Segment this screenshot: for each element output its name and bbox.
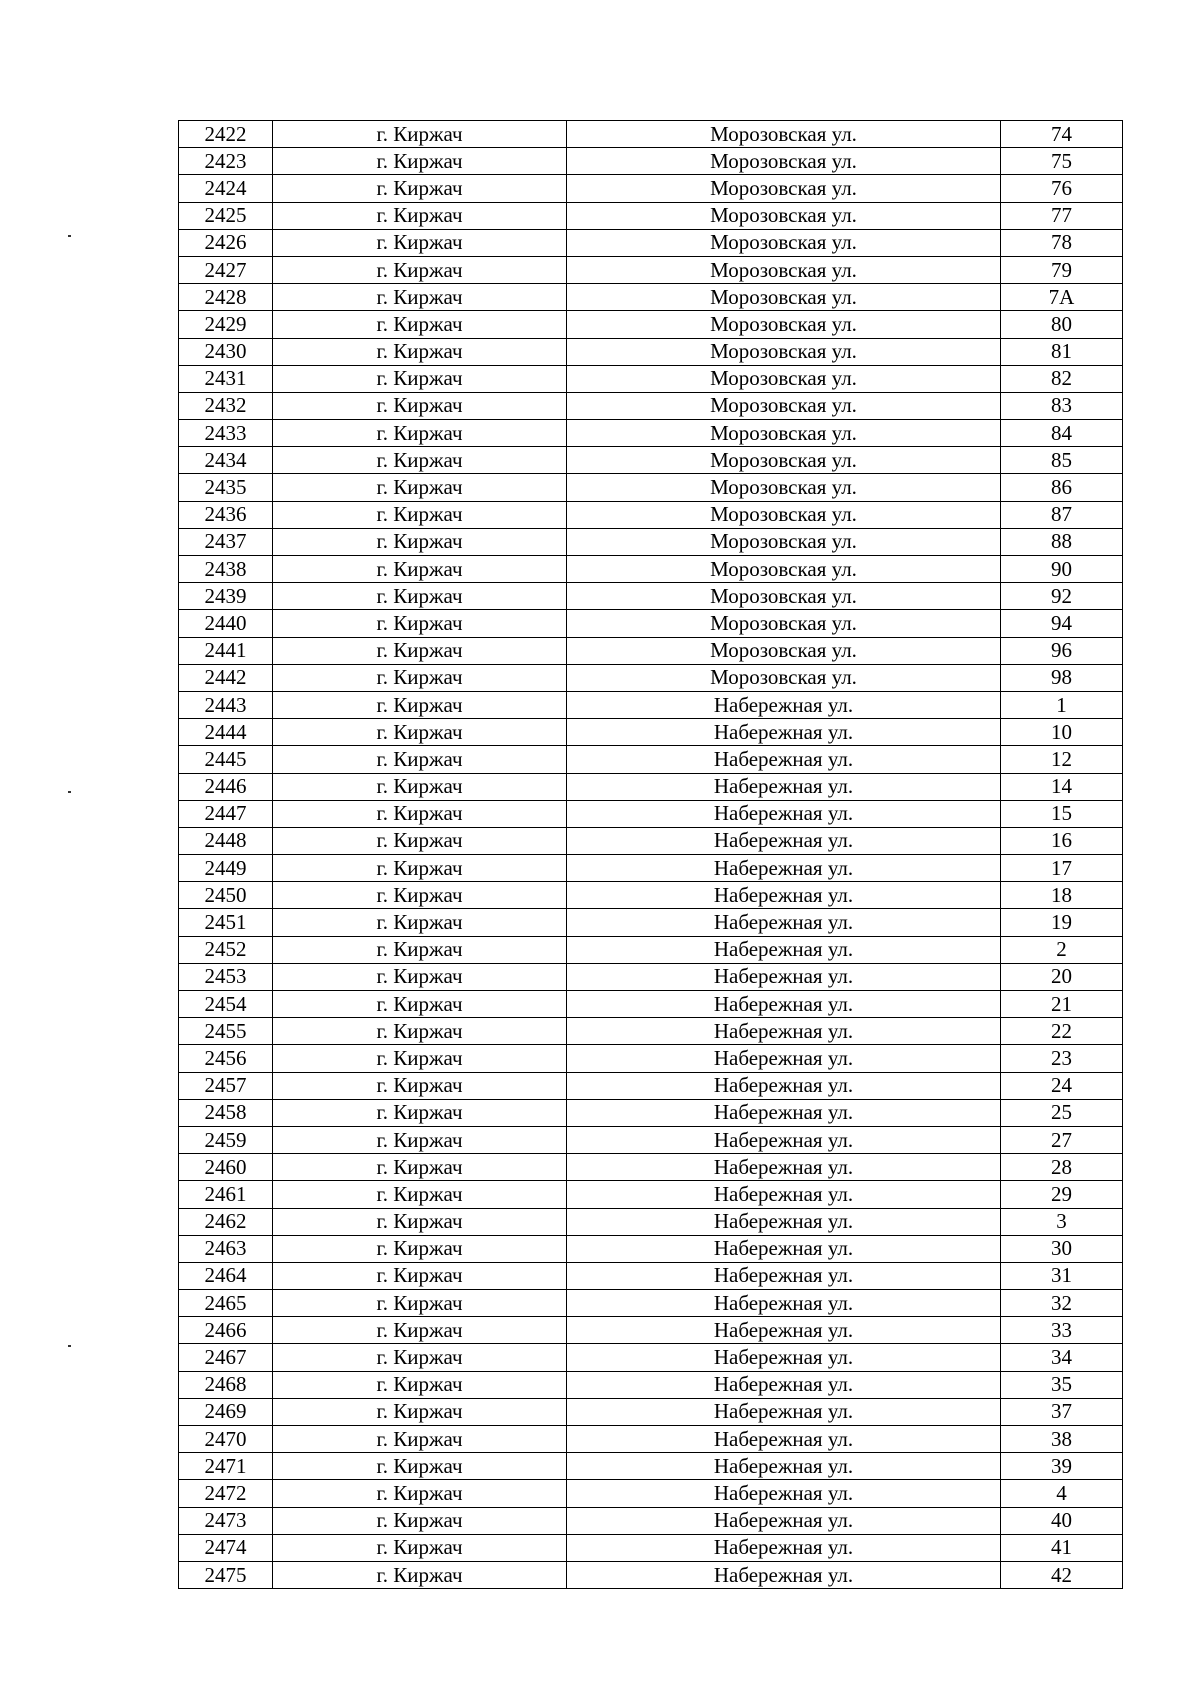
house-number-cell: 76 (1001, 175, 1123, 202)
street-cell: Набережная ул. (567, 1480, 1001, 1507)
row-number-cell: 2437 (179, 528, 273, 555)
street-cell: Набережная ул. (567, 1045, 1001, 1072)
table-row (179, 229, 1123, 256)
row-number-cell: 2447 (179, 800, 273, 827)
city-cell: г. Киржач (273, 855, 567, 882)
street-cell: Набережная ул. (567, 1426, 1001, 1453)
city-cell: г. Киржач (273, 963, 567, 990)
house-number-cell: 37 (1001, 1398, 1123, 1425)
table-body (179, 121, 1123, 1589)
city-cell: г. Киржач (273, 746, 567, 773)
city-cell: г. Киржач (273, 1344, 567, 1371)
street-cell: Набережная ул. (567, 1235, 1001, 1262)
row-number-cell: 2434 (179, 447, 273, 474)
row-number-cell: 2458 (179, 1099, 273, 1126)
house-number-cell: 20 (1001, 963, 1123, 990)
table-row (179, 827, 1123, 854)
city-cell: г. Киржач (273, 991, 567, 1018)
street-cell: Морозовская ул. (567, 610, 1001, 637)
row-number-cell: 2457 (179, 1072, 273, 1099)
house-number-cell: 38 (1001, 1426, 1123, 1453)
street-cell: Морозовская ул. (567, 583, 1001, 610)
table-row (179, 1018, 1123, 1045)
table-row (179, 1480, 1123, 1507)
house-number-cell: 25 (1001, 1099, 1123, 1126)
table-row (179, 1235, 1123, 1262)
row-number-cell: 2443 (179, 691, 273, 718)
row-number-cell: 2438 (179, 556, 273, 583)
row-number-cell: 2467 (179, 1344, 273, 1371)
house-number-cell: 80 (1001, 311, 1123, 338)
house-number-cell: 22 (1001, 1018, 1123, 1045)
row-number-cell: 2423 (179, 148, 273, 175)
house-number-cell: 35 (1001, 1371, 1123, 1398)
city-cell: г. Киржач (273, 311, 567, 338)
street-cell: Набережная ул. (567, 827, 1001, 854)
house-number-cell: 27 (1001, 1126, 1123, 1153)
street-cell: Морозовская ул. (567, 175, 1001, 202)
row-number-cell: 2451 (179, 909, 273, 936)
table-row (179, 1317, 1123, 1344)
table-row (179, 175, 1123, 202)
table-row (179, 1072, 1123, 1099)
street-cell: Морозовская ул. (567, 311, 1001, 338)
row-number-cell: 2474 (179, 1534, 273, 1561)
table-row (179, 1507, 1123, 1534)
city-cell: г. Киржач (273, 1426, 567, 1453)
table-row (179, 1099, 1123, 1126)
table-row (179, 474, 1123, 501)
row-number-cell: 2428 (179, 284, 273, 311)
city-cell: г. Киржач (273, 800, 567, 827)
house-number-cell: 21 (1001, 991, 1123, 1018)
house-number-cell: 23 (1001, 1045, 1123, 1072)
city-cell: г. Киржач (273, 610, 567, 637)
street-cell: Морозовская ул. (567, 338, 1001, 365)
city-cell: г. Киржач (273, 528, 567, 555)
row-number-cell: 2472 (179, 1480, 273, 1507)
table-row (179, 610, 1123, 637)
street-cell: Набережная ул. (567, 1398, 1001, 1425)
house-number-cell: 40 (1001, 1507, 1123, 1534)
table-row (179, 664, 1123, 691)
street-cell: Набережная ул. (567, 963, 1001, 990)
city-cell: г. Киржач (273, 365, 567, 392)
row-number-cell: 2433 (179, 420, 273, 447)
street-cell: Морозовская ул. (567, 148, 1001, 175)
house-number-cell: 15 (1001, 800, 1123, 827)
street-cell: Морозовская ул. (567, 447, 1001, 474)
margin-speck (68, 235, 71, 237)
row-number-cell: 2471 (179, 1453, 273, 1480)
house-number-cell: 28 (1001, 1154, 1123, 1181)
street-cell: Морозовская ул. (567, 256, 1001, 283)
street-cell: Набережная ул. (567, 1344, 1001, 1371)
city-cell: г. Киржач (273, 637, 567, 664)
city-cell: г. Киржач (273, 1317, 567, 1344)
city-cell: г. Киржач (273, 773, 567, 800)
city-cell: г. Киржач (273, 1561, 567, 1588)
house-number-cell: 16 (1001, 827, 1123, 854)
row-number-cell: 2431 (179, 365, 273, 392)
street-cell: Набережная ул. (567, 719, 1001, 746)
house-number-cell: 10 (1001, 719, 1123, 746)
row-number-cell: 2468 (179, 1371, 273, 1398)
house-number-cell: 84 (1001, 420, 1123, 447)
table-row (179, 1561, 1123, 1588)
row-number-cell: 2469 (179, 1398, 273, 1425)
table-row (179, 1262, 1123, 1289)
street-cell: Набережная ул. (567, 1154, 1001, 1181)
row-number-cell: 2453 (179, 963, 273, 990)
street-cell: Набережная ул. (567, 1561, 1001, 1588)
city-cell: г. Киржач (273, 1208, 567, 1235)
city-cell: г. Киржач (273, 420, 567, 447)
row-number-cell: 2460 (179, 1154, 273, 1181)
street-cell: Морозовская ул. (567, 365, 1001, 392)
house-number-cell: 78 (1001, 229, 1123, 256)
table-row (179, 528, 1123, 555)
city-cell: г. Киржач (273, 1290, 567, 1317)
city-cell: г. Киржач (273, 909, 567, 936)
city-cell: г. Киржач (273, 229, 567, 256)
row-number-cell: 2450 (179, 882, 273, 909)
house-number-cell: 41 (1001, 1534, 1123, 1561)
house-number-cell: 85 (1001, 447, 1123, 474)
house-number-cell: 74 (1001, 121, 1123, 148)
street-cell: Набережная ул. (567, 691, 1001, 718)
city-cell: г. Киржач (273, 1453, 567, 1480)
row-number-cell: 2456 (179, 1045, 273, 1072)
house-number-cell: 24 (1001, 1072, 1123, 1099)
house-number-cell: 12 (1001, 746, 1123, 773)
city-cell: г. Киржач (273, 1045, 567, 1072)
street-cell: Набережная ул. (567, 1099, 1001, 1126)
house-number-cell: 90 (1001, 556, 1123, 583)
city-cell: г. Киржач (273, 827, 567, 854)
street-cell: Набережная ул. (567, 882, 1001, 909)
row-number-cell: 2473 (179, 1507, 273, 1534)
table-row (179, 882, 1123, 909)
table-row (179, 447, 1123, 474)
row-number-cell: 2464 (179, 1262, 273, 1289)
row-number-cell: 2442 (179, 664, 273, 691)
house-number-cell: 30 (1001, 1235, 1123, 1262)
street-cell: Набережная ул. (567, 909, 1001, 936)
row-number-cell: 2424 (179, 175, 273, 202)
row-number-cell: 2462 (179, 1208, 273, 1235)
street-cell: Морозовская ул. (567, 420, 1001, 447)
house-number-cell: 81 (1001, 338, 1123, 365)
table-row (179, 800, 1123, 827)
address-table (178, 120, 1123, 1589)
table-row (179, 256, 1123, 283)
street-cell: Набережная ул. (567, 1453, 1001, 1480)
street-cell: Набережная ул. (567, 1507, 1001, 1534)
table-row (179, 148, 1123, 175)
house-number-cell: 2 (1001, 936, 1123, 963)
city-cell: г. Киржач (273, 202, 567, 229)
table-row (179, 1290, 1123, 1317)
row-number-cell: 2429 (179, 311, 273, 338)
table-row (179, 1534, 1123, 1561)
street-cell: Набережная ул. (567, 1534, 1001, 1561)
house-number-cell: 96 (1001, 637, 1123, 664)
city-cell: г. Киржач (273, 338, 567, 365)
city-cell: г. Киржач (273, 691, 567, 718)
street-cell: Морозовская ул. (567, 637, 1001, 664)
table-row (179, 1126, 1123, 1153)
house-number-cell: 19 (1001, 909, 1123, 936)
house-number-cell: 17 (1001, 855, 1123, 882)
table-row (179, 991, 1123, 1018)
street-cell: Морозовская ул. (567, 556, 1001, 583)
city-cell: г. Киржач (273, 1534, 567, 1561)
table-row (179, 936, 1123, 963)
table-row (179, 1398, 1123, 1425)
street-cell: Набережная ул. (567, 800, 1001, 827)
row-number-cell: 2454 (179, 991, 273, 1018)
street-cell: Набережная ул. (567, 1072, 1001, 1099)
street-cell: Морозовская ул. (567, 474, 1001, 501)
house-number-cell: 79 (1001, 256, 1123, 283)
row-number-cell: 2425 (179, 202, 273, 229)
city-cell: г. Киржач (273, 664, 567, 691)
city-cell: г. Киржач (273, 1018, 567, 1045)
table-row (179, 365, 1123, 392)
table-row (179, 392, 1123, 419)
street-cell: Набережная ул. (567, 1208, 1001, 1235)
table-row (179, 1426, 1123, 1453)
row-number-cell: 2435 (179, 474, 273, 501)
table-row (179, 1045, 1123, 1072)
street-cell: Набережная ул. (567, 991, 1001, 1018)
row-number-cell: 2422 (179, 121, 273, 148)
house-number-cell: 82 (1001, 365, 1123, 392)
table-row (179, 1371, 1123, 1398)
city-cell: г. Киржач (273, 1181, 567, 1208)
table-row (179, 909, 1123, 936)
table-row (179, 963, 1123, 990)
city-cell: г. Киржач (273, 936, 567, 963)
street-cell: Морозовская ул. (567, 284, 1001, 311)
city-cell: г. Киржач (273, 121, 567, 148)
row-number-cell: 2463 (179, 1235, 273, 1262)
house-number-cell: 92 (1001, 583, 1123, 610)
city-cell: г. Киржач (273, 175, 567, 202)
house-number-cell: 31 (1001, 1262, 1123, 1289)
house-number-cell: 86 (1001, 474, 1123, 501)
table-row (179, 121, 1123, 148)
table-row (179, 637, 1123, 664)
table-row (179, 556, 1123, 583)
street-cell: Набережная ул. (567, 1371, 1001, 1398)
table-row (179, 1344, 1123, 1371)
house-number-cell: 29 (1001, 1181, 1123, 1208)
row-number-cell: 2444 (179, 719, 273, 746)
row-number-cell: 2465 (179, 1290, 273, 1317)
street-cell: Набережная ул. (567, 1317, 1001, 1344)
table-row (179, 501, 1123, 528)
house-number-cell: 14 (1001, 773, 1123, 800)
street-cell: Набережная ул. (567, 1181, 1001, 1208)
table-row (179, 1181, 1123, 1208)
row-number-cell: 2449 (179, 855, 273, 882)
city-cell: г. Киржач (273, 1235, 567, 1262)
street-cell: Набережная ул. (567, 855, 1001, 882)
table-row (179, 583, 1123, 610)
table-row (179, 1208, 1123, 1235)
house-number-cell: 34 (1001, 1344, 1123, 1371)
city-cell: г. Киржач (273, 501, 567, 528)
row-number-cell: 2446 (179, 773, 273, 800)
row-number-cell: 2426 (179, 229, 273, 256)
house-number-cell: 88 (1001, 528, 1123, 555)
table-row (179, 691, 1123, 718)
house-number-cell: 87 (1001, 501, 1123, 528)
street-cell: Морозовская ул. (567, 528, 1001, 555)
street-cell: Морозовская ул. (567, 664, 1001, 691)
city-cell: г. Киржач (273, 148, 567, 175)
house-number-cell: 98 (1001, 664, 1123, 691)
house-number-cell: 94 (1001, 610, 1123, 637)
row-number-cell: 2439 (179, 583, 273, 610)
house-number-cell: 42 (1001, 1561, 1123, 1588)
street-cell: Набережная ул. (567, 1290, 1001, 1317)
city-cell: г. Киржач (273, 1371, 567, 1398)
row-number-cell: 2440 (179, 610, 273, 637)
street-cell: Набережная ул. (567, 936, 1001, 963)
row-number-cell: 2441 (179, 637, 273, 664)
table-row (179, 202, 1123, 229)
margin-speck (68, 791, 71, 793)
house-number-cell: 18 (1001, 882, 1123, 909)
city-cell: г. Киржач (273, 1507, 567, 1534)
house-number-cell: 4 (1001, 1480, 1123, 1507)
city-cell: г. Киржач (273, 256, 567, 283)
street-cell: Морозовская ул. (567, 121, 1001, 148)
city-cell: г. Киржач (273, 1262, 567, 1289)
row-number-cell: 2459 (179, 1126, 273, 1153)
street-cell: Набережная ул. (567, 1262, 1001, 1289)
city-cell: г. Киржач (273, 1480, 567, 1507)
table-row (179, 420, 1123, 447)
city-cell: г. Киржач (273, 1099, 567, 1126)
row-number-cell: 2445 (179, 746, 273, 773)
city-cell: г. Киржач (273, 474, 567, 501)
table-row (179, 719, 1123, 746)
city-cell: г. Киржач (273, 447, 567, 474)
row-number-cell: 2430 (179, 338, 273, 365)
city-cell: г. Киржач (273, 583, 567, 610)
house-number-cell: 1 (1001, 691, 1123, 718)
table-row (179, 311, 1123, 338)
house-number-cell: 75 (1001, 148, 1123, 175)
margin-speck (68, 1345, 71, 1347)
house-number-cell: 3 (1001, 1208, 1123, 1235)
row-number-cell: 2475 (179, 1561, 273, 1588)
street-cell: Морозовская ул. (567, 501, 1001, 528)
row-number-cell: 2432 (179, 392, 273, 419)
house-number-cell: 33 (1001, 1317, 1123, 1344)
row-number-cell: 2436 (179, 501, 273, 528)
city-cell: г. Киржач (273, 1126, 567, 1153)
house-number-cell: 39 (1001, 1453, 1123, 1480)
street-cell: Морозовская ул. (567, 202, 1001, 229)
street-cell: Морозовская ул. (567, 229, 1001, 256)
city-cell: г. Киржач (273, 882, 567, 909)
row-number-cell: 2461 (179, 1181, 273, 1208)
city-cell: г. Киржач (273, 1398, 567, 1425)
row-number-cell: 2466 (179, 1317, 273, 1344)
street-cell: Набережная ул. (567, 1126, 1001, 1153)
row-number-cell: 2470 (179, 1426, 273, 1453)
city-cell: г. Киржач (273, 556, 567, 583)
table-row (179, 1154, 1123, 1181)
city-cell: г. Киржач (273, 1072, 567, 1099)
table-row (179, 855, 1123, 882)
city-cell: г. Киржач (273, 1154, 567, 1181)
table-row (179, 773, 1123, 800)
house-number-cell: 77 (1001, 202, 1123, 229)
house-number-cell: 83 (1001, 392, 1123, 419)
row-number-cell: 2455 (179, 1018, 273, 1045)
row-number-cell: 2448 (179, 827, 273, 854)
table-row (179, 1453, 1123, 1480)
city-cell: г. Киржач (273, 719, 567, 746)
table-row (179, 338, 1123, 365)
street-cell: Набережная ул. (567, 773, 1001, 800)
row-number-cell: 2452 (179, 936, 273, 963)
city-cell: г. Киржач (273, 284, 567, 311)
city-cell: г. Киржач (273, 392, 567, 419)
row-number-cell: 2427 (179, 256, 273, 283)
table-row (179, 746, 1123, 773)
house-number-cell: 7А (1001, 284, 1123, 311)
street-cell: Набережная ул. (567, 1018, 1001, 1045)
street-cell: Морозовская ул. (567, 392, 1001, 419)
street-cell: Набережная ул. (567, 746, 1001, 773)
house-number-cell: 32 (1001, 1290, 1123, 1317)
table-row (179, 284, 1123, 311)
